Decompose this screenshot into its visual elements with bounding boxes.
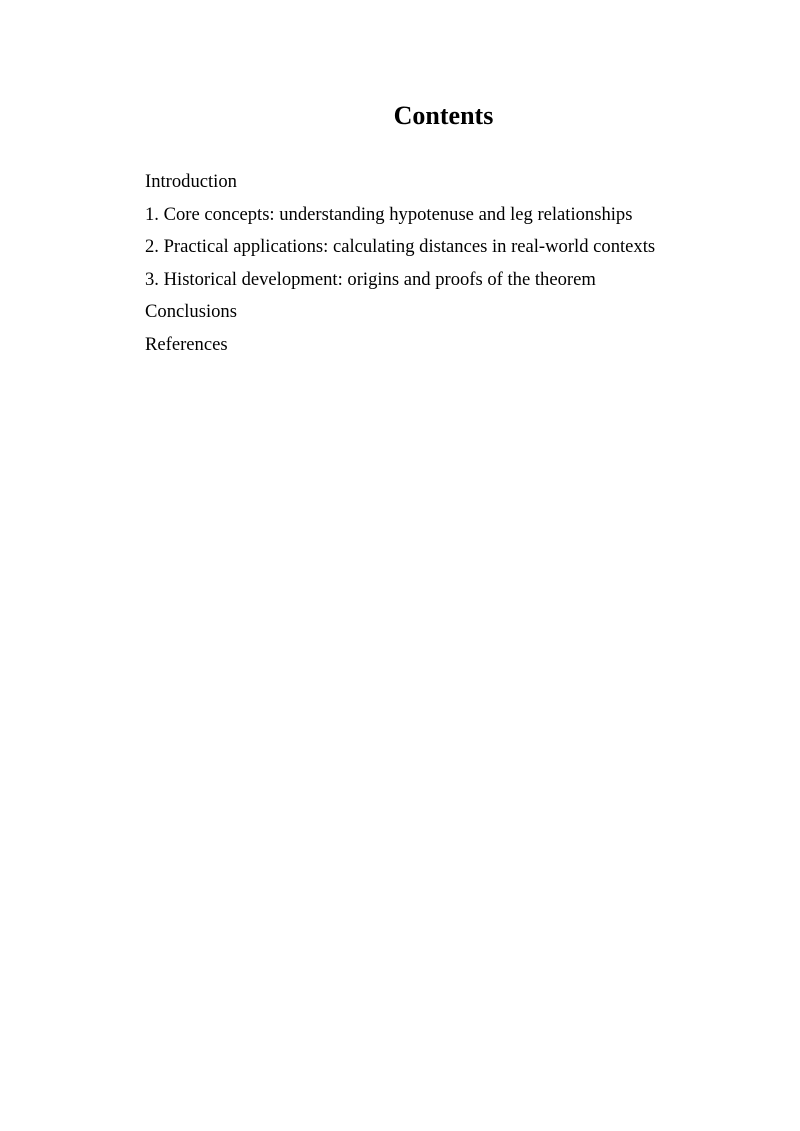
page-title: Contents bbox=[393, 101, 494, 130]
toc-entry-conclusions: Conclusions bbox=[145, 301, 237, 322]
toc-entry-core-concepts: 1. Core concepts: understanding hypotenuse and leg relationships bbox=[145, 203, 633, 225]
toc-entry-practical-applications: 2. Practical applications: calculating distances in real-world contexts bbox=[145, 236, 656, 257]
toc-entry-introduction: Introduction bbox=[145, 171, 237, 192]
table-of-contents bbox=[145, 166, 745, 361]
toc-entry-references: References bbox=[145, 333, 228, 355]
toc-entry-historical-development: 3. Historical development: origins and proofs of the theorem bbox=[145, 268, 596, 290]
